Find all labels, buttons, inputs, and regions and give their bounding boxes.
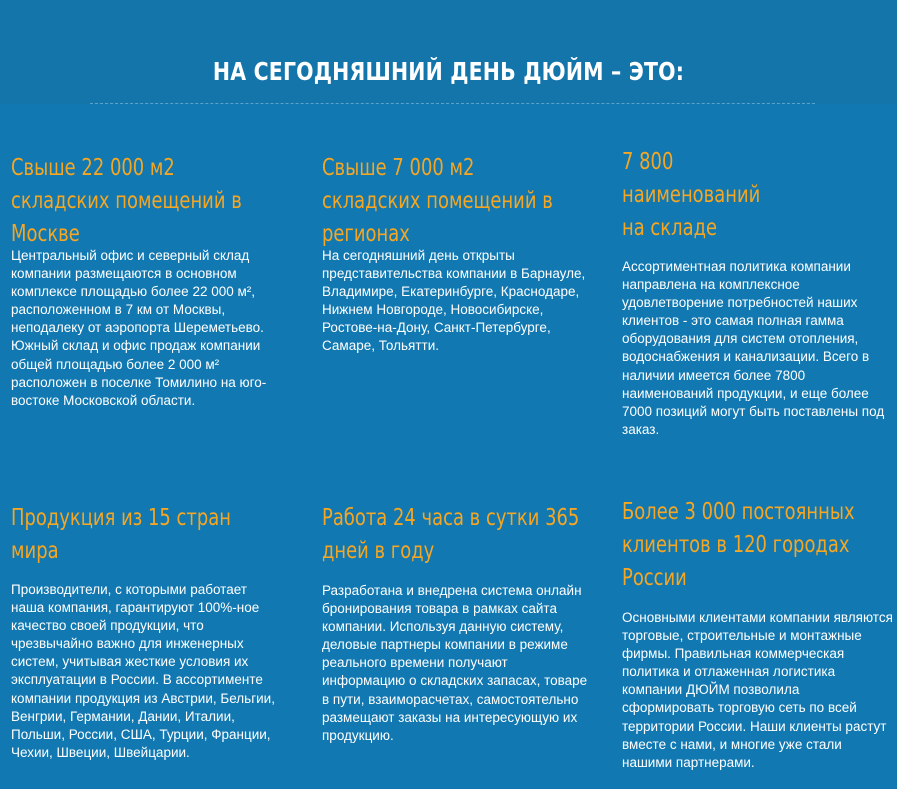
- page-title: НА СЕГОДНЯШНИЙ ДЕНЬ ДЮЙМ – ЭТО:: [212, 56, 685, 86]
- feature-heading: Продукция из 15 стран мира: [11, 505, 231, 564]
- feature-block-24-7: [322, 502, 672, 745]
- feature-block-clients: [622, 496, 897, 772]
- feature-block-moscow-warehouse: [11, 152, 361, 410]
- feature-block-regional-warehouses: [322, 152, 672, 356]
- feature-heading: Работа 24 часа в сутки 365 дней в году: [322, 505, 580, 564]
- feature-block-countries: [11, 502, 361, 762]
- feature-text: На сегодняшний день открыты представительства компании в Барнауле, Владимире, Екатеринбурге, Краснодаре, Нижнем Новгороде, Новосибирске, Ростове-на-Дону, Санкт-Петербурге, Самаре, Тольятти.: [322, 248, 586, 354]
- feature-text: Центральный офис и северный склад компании размещаются в основном комплексе площадью более 22 000 м², расположенном в 7 км от Москвы, неподалеку от аэропорта Шереметьево. Южный склад и офис продаж компании общей площадью более 2 000 м² расположен в поселке Томилино на юго- востоке Московской области.: [11, 248, 267, 408]
- feature-text: Производители, с которыми работает наша компания, гарантируют 100%-ное качество своей продукции, что чрезвычайно важно для инженерных систем, учитывая жесткие условия их эксплуатации в России. В ассортименте компании продукция из Австрии, Бельгии, Венгрии, Германии, Дании, Италии, Польши, России, США, Турции, Франции, Чехии, Швеции, Швейцарии.: [11, 582, 275, 760]
- feature-heading: Свыше 22 000 м2 складских помещений в Москве: [11, 155, 242, 247]
- feature-text: Основными клиентами компании являются торговые, строительные и монтажные фирмы. Правильная коммерческая политика и отлаженная логистика компании ДЮЙМ позволила сформировать торговую сеть по всей территории России. Наши клиенты растут вместе с нами, и многие уже стали нашими партнерами.: [622, 610, 893, 770]
- feature-heading: Свыше 7 000 м2 складских помещений в регионах: [322, 155, 553, 247]
- feature-text: Ассортиментная политика компании направлена на комплексное удовлетворение потребностей наших клиентов - это самая полная гамма оборудования для систем отопления, водоснабжения и канализации. Всего в наличии имеется более 7800 наименований продукции, и еще более 7000 позиций могут быть поставлены под заказ.: [622, 259, 885, 437]
- header-divider: [90, 103, 815, 104]
- feature-text: Разработана и внедрена система онлайн бронирования товара в рамках сайта компании. Используя данную систему, деловые партнеры компании в режиме реального времени получают информацию о складских запасах, товаре в пути, взаиморасчетах, самостоятельно размещают заказы на интересующую их продукцию.: [322, 583, 588, 743]
- header-band: [0, 0, 897, 104]
- feature-block-assortment: [622, 146, 897, 439]
- feature-heading: 7 800 наименований на складе: [622, 149, 761, 241]
- feature-heading: Более 3 000 постоянных клиентов в 120 городах России: [622, 499, 855, 591]
